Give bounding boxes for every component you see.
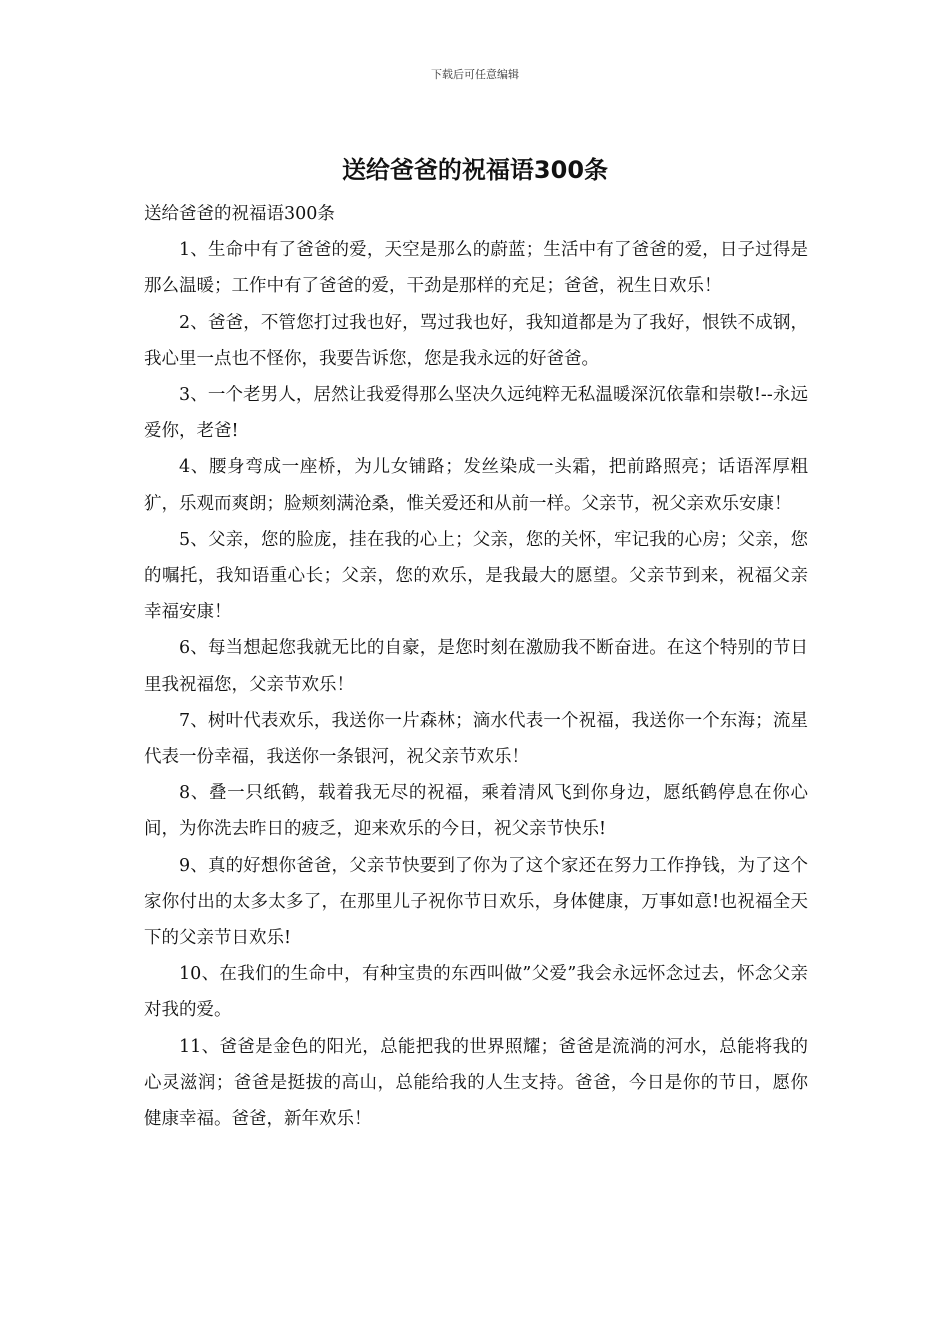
paragraph-1: 1、生命中有了爸爸的爱，天空是那么的蔚蓝；生活中有了爸爸的爱，日子过得是那么温暖；工作中有了爸爸的爱，干劲是那样的充足；爸爸，祝生日欢乐！ xyxy=(144,240,808,297)
paragraph-7: 7、树叶代表欢乐，我送你一片森林；滴水代表一个祝福，我送你一个东海；流星代表一份幸福，我送你一条银河，祝父亲节欢乐！ xyxy=(144,710,808,768)
header-note: 下载后可任意编辑 xyxy=(431,68,519,81)
paragraph-3: 3、一个老男人，居然让我爱得那么坚决久远纯粹无私温暖深沉依靠和崇敬!--永远爱你，老爸! xyxy=(144,385,808,442)
paragraph-11: 11、爸爸是金色的阳光，总能把我的世界照耀；爸爸是流淌的河水，总能将我的心灵滋润；爸爸是挺拔的高山，总能给我的人生支持。爸爸，今日是你的节日，愿你健康幸福。爸爸，新年欢乐！ xyxy=(144,1036,808,1130)
paragraph-8: 8、叠一只纸鹤，载着我无尽的祝福，乘着清风飞到你身边，愿纸鹤停息在你心间，为你洗去昨日的疲乏，迎来欢乐的今日，祝父亲节快乐! xyxy=(144,783,808,840)
paragraph-6: 6、每当想起您我就无比的自豪，是您时刻在激励我不断奋进。在这个特别的节日里我祝福您，父亲节欢乐！ xyxy=(144,638,808,695)
document-body xyxy=(144,196,808,1137)
document-title: 送给爸爸的祝福语300条 xyxy=(341,156,609,184)
paragraph-2: 2、爸爸，不管您打过我也好，骂过我也好，我知道都是为了我好，恨铁不成钢，我心里一点也不怪你，我要告诉您，您是我永远的好爸爸。 xyxy=(144,312,808,369)
subtitle: 送给爸爸的祝福语300条 xyxy=(144,204,335,224)
paragraph-5: 5、父亲，您的脸庞，挂在我的心上；父亲，您的关怀，牢记我的心房；父亲，您的嘱托，我知语重心长；父亲，您的欢乐，是我最大的愿望。父亲节到来，祝福父亲幸福安康！ xyxy=(144,529,808,623)
paragraph-10: 10、在我们的生命中，有种宝贵的东西叫做”父爱”我会永远怀念过去，怀念父亲对我的爱。 xyxy=(144,964,808,1021)
paragraph-9: 9、真的好想你爸爸，父亲节快要到了你为了这个家还在努力工作挣钱，为了这个家你付出的太多太多了，在那里儿子祝你节日欢乐，身体健康，万事如意!也祝福全天下的父亲节日欢乐! xyxy=(144,855,808,949)
paragraph-4: 4、腰身弯成一座桥，为儿女铺路；发丝染成一头霜，把前路照亮；话语浑厚粗犷，乐观而爽朗；脸颊刻满沧桑，惟关爱还和从前一样。父亲节，祝父亲欢乐安康！ xyxy=(144,457,808,514)
